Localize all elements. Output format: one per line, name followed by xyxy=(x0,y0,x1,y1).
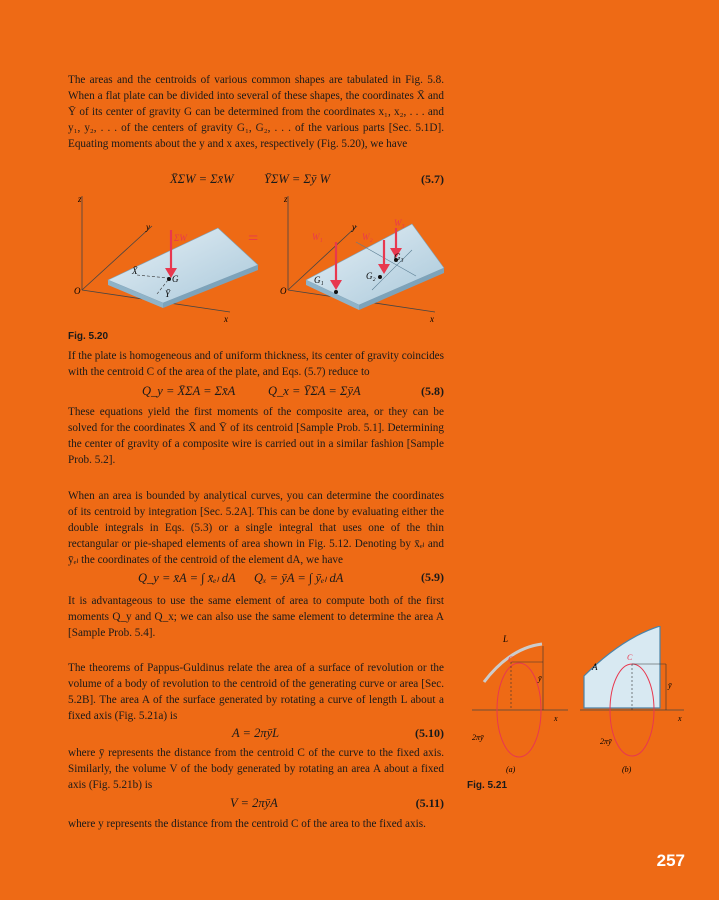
left-weight-label: ΣW xyxy=(174,233,187,243)
right-z-axis-label: z xyxy=(284,194,288,204)
equation-5-7 xyxy=(68,172,444,190)
circumference-b-label: 2πȳ xyxy=(600,737,612,746)
equation-5-8-lhs: Q_y = X̄ΣA = Σx̄A xyxy=(142,384,236,398)
paragraph-integration: When an area is bounded by analytical curves, you can determine the coordinates of its centroid by integration [Sec. 5.2A]. This can be done by evaluating either the double integrals in Eqs. (5.3) or a single integral that uses one of the thin rectangular or pie-shaped elements of area shown in Fig. 5.12. Denoting by x̄ₑₗ and ȳₑₗ the coordinates of the centroid of the element dA, we have xyxy=(68,490,444,566)
paragraph-composite-plates: The areas and the centroids of various common shapes are tabulated in Fig. 5.8. When a flat plate can be divided into several of these shapes, the coordinates X̄ and Ȳ of its center of gravity G can be determined from the coordinates x₁, x₂, . . . and y₁, y₂, . . . of the centers of gravity G₁, G₂, . . . of the various parts [Sec. 5.1D]. Equating moments about the y and x axes, respectively (Fig. 5.20), we have xyxy=(68,74,444,150)
ybar-a-label: ȳ xyxy=(538,674,542,683)
right-w1-label: W₁ xyxy=(312,232,323,242)
paragraph-where-y: where y represents the distance from the centroid C of the area to the fixed axis. xyxy=(68,818,426,830)
left-x-axis-label: x xyxy=(224,314,228,324)
plate-right xyxy=(280,194,444,324)
right-w2-label: W₂ xyxy=(362,232,373,242)
figure-5-21b xyxy=(580,626,684,774)
centroid-b-label: C xyxy=(627,653,633,662)
right-g3-label: G₃ xyxy=(394,252,404,262)
figure-5-20-caption: Fig. 5.20 xyxy=(68,331,109,342)
equation-5-11-expression: V = 2πȳA xyxy=(230,796,278,810)
right-w3-label: W₃ xyxy=(394,218,405,228)
right-g2-label: G₂ xyxy=(366,271,376,281)
left-origin-label: O xyxy=(74,286,81,296)
equation-5-7-rhs: ȲΣW = Σȳ W xyxy=(264,172,330,186)
left-y-axis-label: y xyxy=(146,222,150,232)
equation-5-8-rhs: Q_x = ȲΣA = ΣȳA xyxy=(268,384,361,398)
equation-5-10-expression: A = 2πȳL xyxy=(232,726,280,740)
area-label: A xyxy=(592,662,598,672)
curve-length-label: L xyxy=(503,634,509,644)
paragraph-homogeneous-plate: If the plate is homogeneous and of uniform thickness, its center of gravity coincides with the centroid C of the area of the plate, and Eqs. (5.7) reduce to xyxy=(68,350,444,378)
figure-5-20 xyxy=(60,190,450,330)
equation-5-8-number: (5.8) xyxy=(421,384,444,398)
figure-5-21-caption: Fig. 5.21 xyxy=(467,780,508,791)
equation-5-11 xyxy=(68,796,444,814)
left-z-axis-label: z xyxy=(78,194,82,204)
equation-5-10-number: (5.10) xyxy=(415,726,444,740)
paragraph-where-ybar: where ȳ represents the distance from the centroid C of the curve to the fixed axis. Similarly, the volume V of the body generated by rotating an area A about a fixed axis (Fig. 5.21b) is xyxy=(68,747,444,791)
paragraph-first-moments: These equations yield the first moments of the composite area, or they can be solved for the coordinates X̄ and Ȳ of its centroid [Sample Prob. 5.1]. Determining the center of gravity of a composite wire is carried out in a similar fashion [Sample Prob. 5.2]. xyxy=(68,406,444,466)
equation-5-7-number: (5.7) xyxy=(421,172,444,186)
x-axis-a-label: x xyxy=(554,714,558,723)
left-xbar-label: X̄ xyxy=(132,266,138,276)
plate-left xyxy=(74,194,258,324)
right-origin-label: O xyxy=(280,286,287,296)
paragraph-pappus-guldinus: The theorems of Pappus-Guldinus relate the area of a surface of revolution or the volume of a body of revolution to the centroid of the generating curve or area [Sec. 5.2B]. The area A of the surface generated by rotating a curve of length L about a fixed axis (Fig. 5.21a) is xyxy=(68,662,444,722)
equation-5-11-number: (5.11) xyxy=(415,796,444,810)
x-axis-b-label: x xyxy=(678,714,682,723)
page-number: 257 xyxy=(656,851,685,870)
ybar-b-label: ȳ xyxy=(668,681,672,690)
equation-5-9-rhs: Qₓ = ȳA = ∫ ȳₑₗ dA xyxy=(254,571,344,585)
figure-5-21a-label: (a) xyxy=(506,765,516,774)
right-x-axis-label: x xyxy=(430,314,434,324)
equation-5-9 xyxy=(68,570,444,588)
left-g-label: G xyxy=(172,274,179,284)
equation-5-7-lhs: X̄ΣW = Σx̄W xyxy=(170,172,234,186)
figure-equals-sign: = xyxy=(248,228,259,248)
right-g1-label: G₁ xyxy=(314,275,324,285)
equation-5-9-lhs: Q_y = x̄A = ∫ x̄ₑₗ dA xyxy=(138,571,236,585)
figure-5-21 xyxy=(462,626,692,786)
equation-5-10 xyxy=(68,726,444,744)
paragraph-same-element: It is advantageous to use the same element of area to compute both of the first moments Q_y and Q_x; we can also use the same element to determine the area A [Sample Prob. 5.4]. xyxy=(68,595,444,639)
centroid-a-label: C xyxy=(508,655,514,664)
left-ybar-label: Ȳ xyxy=(165,289,171,299)
circumference-a-label: 2πȳ xyxy=(472,733,484,742)
equation-5-8 xyxy=(68,384,444,402)
equation-5-9-number: (5.9) xyxy=(421,570,444,584)
figure-5-21b-label: (b) xyxy=(622,765,632,774)
figure-5-21a xyxy=(472,634,568,774)
right-y-axis-label: y xyxy=(352,222,356,232)
